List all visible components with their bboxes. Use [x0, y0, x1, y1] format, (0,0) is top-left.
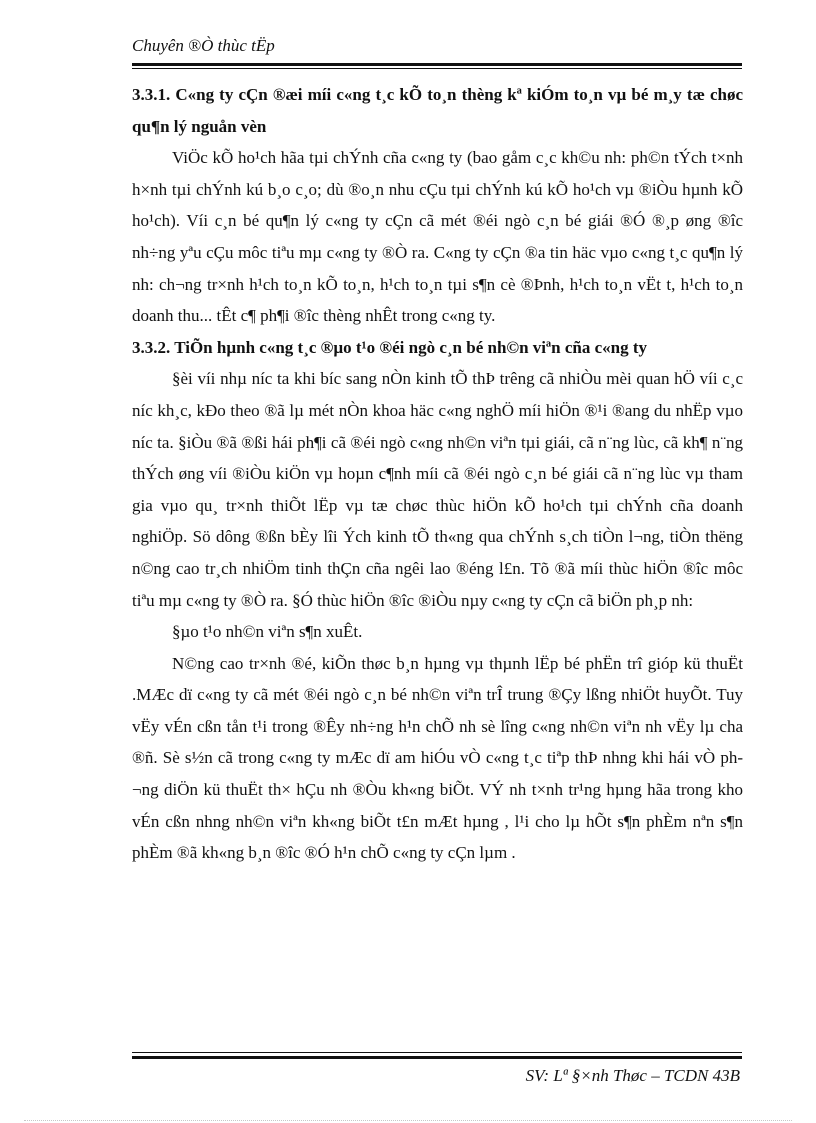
footer-rule-thin [132, 1052, 742, 1053]
page-edge-divider [24, 1120, 792, 1121]
document-body [132, 79, 743, 869]
footer-rule-thick [132, 1056, 742, 1059]
header-rule-thin [132, 68, 742, 69]
section-heading: 3.3.2. TiÕn hµnh c«ng t¸c ®µo t¹o ®éi ngò c¸n bé nh©n viªn cña c«ng ty [132, 337, 647, 357]
paragraph: §èi víi nhµ níc ta khi bíc sang nÒn kinh tÕ thÞ trêng cã nhiÒu mèi quan hÖ víi c¸c níc kh¸c, kÐo theo ®ã lµ mét nÒn khoa häc c«ng nghÖ míi hiÖn ®¹i ®ang du nhËp vµo níc ta. §iÒu ®ã ®ßi hái ph¶i cã ®éi ngò c«ng nh©n viªn tµi giái, cã n¨ng lùc, cã kh¶ n¨ng thÝch øng víi ®iÒu kiÖn vµ hoµn c¶nh míi cã ®éi ngò c¸n bé giái cã n¨ng lùc vµ tham gia vµo qu¸ tr×nh thiÕt lËp vµ tæ chøc thùc hiÖn kÕ ho¹ch tµi chÝnh cña doanh nghiÖp. Sö dông ®ßn bÈy lîi Ých kinh tÕ th«ng qua chÝnh s¸ch tiÒn l¬ng, tiÒn thëng n©ng cao tr¸ch nhiÖm tinh thÇn cña ngêi lao ®éng l£n. Tõ ®ã míi thùc hiÖn ®îc môc tiªu mµ c«ng ty ®Ò ra. §Ó thùc hiÖn ®îc ®iÒu nµy c«ng ty cÇn cã biÖn ph¸p nh: [132, 369, 743, 610]
paragraph: §µo t¹o nh©n viªn s¶n xuÊt. [172, 622, 363, 642]
paragraph: ViÖc kÕ ho¹ch hãa tµi chÝnh cña c«ng ty (bao gåm c¸c kh©u nh: ph©n tÝch t×nh h×nh tµi chÝnh kú b¸o c¸o; dù ®o¸n nhu cÇu tµi chÝnh kú kÕ ho¹ch vµ ®iÒu hµnh kÕ ho¹ch). Víi c¸n bé qu¶n lý c«ng ty cÇn cã mét ®éi ngò c¸n bé giái ®Ó ®¸p øng ®îc nh÷ng yªu cÇu môc tiªu mµ c«ng ty ®Ò ra. C«ng ty cÇn ®a tin häc vµo c«ng t¸c qu¶n lý nh: ch¬ng tr×nh h¹ch to¸n kÕ to¸n, h¹ch to¸n tµi s¶n cè ®Þnh, h¹ch to¸n vËt t, h¹ch to¸n doanh thu... tÊt c¶ ph¶i ®îc thèng nhÊt trong c«ng ty. [132, 148, 743, 326]
page-footer: SV: Lª §×nh Thøc – TCDN 43B [525, 1066, 740, 1085]
section-heading: 3.3.1. C«ng ty cÇn ®æi míi c«ng t¸c kÕ to¸n thèng kª kiÓm to¸n vµ bé m¸y tæ chøc qu¶n lý nguån vèn [132, 85, 743, 136]
page-header: Chuyên ®Ò thùc tËp [132, 36, 275, 55]
paragraph: N©ng cao tr×nh ®é, kiÕn thøc b¸n hµng vµ thµnh lËp bé phËn trî gióp kü thuËt .MÆc dï c«ng ty cã mét ®éi ngò c¸n bé nh©n viªn trÎ trung ®Çy lßng nhiÖt huyÕt. Tuy vËy vÉn cßn tån t¹i trong ®Êy nh÷ng h¹n chÕ nh sè lîng c«ng nh©n viªn nh vËy lµ cha ®ñ. Sè s½n cã trong c«ng ty mÆc dï am hiÓu vÒ c«ng t¸c tiªp thÞ nhng khi hái vÒ ph¬ng diÖn kü thuËt th× hÇu nh ®Òu kh«ng biÕt. VÝ nh t×nh tr¹ng hµng hãa trong kho vÉn cßn nhng nh©n viªn kh«ng biÕt t£n mÆt hµng , l¹i cho lµ hÕt s¶n phÈm nªn s¶n phÈm ®ã kh«ng b¸n ®îc ®Ó h¹n chÕ c«ng ty cÇn lµm . [132, 653, 743, 863]
header-rule-thick [132, 63, 742, 66]
